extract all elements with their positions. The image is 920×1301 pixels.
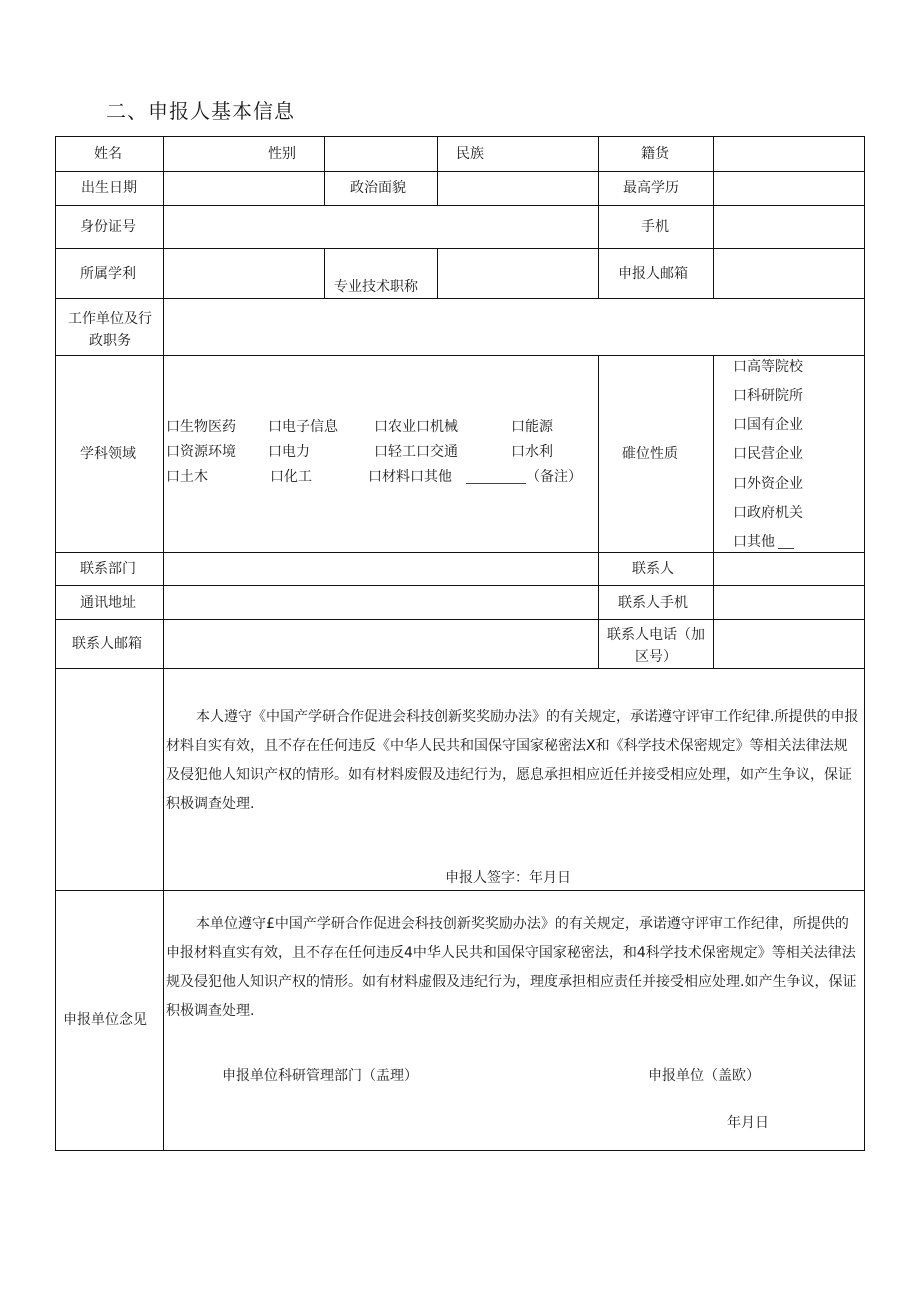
col-border bbox=[713, 355, 714, 668]
row-border bbox=[55, 890, 865, 891]
birth-date-label: 出生日期 bbox=[81, 180, 137, 196]
row-border bbox=[55, 171, 865, 172]
row-border bbox=[55, 205, 865, 206]
ethnicity-label: 民族 bbox=[456, 146, 484, 162]
field-option-bio[interactable]: 口生物医药 bbox=[166, 419, 236, 435]
unit-option-government[interactable]: 口政府机关 bbox=[733, 505, 803, 521]
field-option-power[interactable]: 口电力 bbox=[268, 444, 310, 460]
workplace-label bbox=[64, 308, 156, 352]
field-label: 学科领域 bbox=[80, 446, 136, 462]
address-label: 通讯地址 bbox=[80, 595, 136, 611]
workplace-label-line2: 政职务 bbox=[89, 333, 131, 349]
name-label: 姓名 bbox=[94, 146, 122, 162]
col-border bbox=[437, 248, 438, 298]
field-option-civil[interactable]: 口土木 bbox=[166, 469, 208, 485]
row-border bbox=[55, 619, 865, 620]
applicant-signature: 申报人签字：年月日 bbox=[445, 870, 571, 886]
education-label: 最高学历 bbox=[623, 180, 679, 196]
contact-phone-label-line1: 联系人电话（加 bbox=[607, 627, 705, 643]
field-option-chemical[interactable]: 口化工 bbox=[270, 469, 312, 485]
unit-seal: 申报单位（盖欧） bbox=[648, 1068, 760, 1084]
field-option-electronics[interactable]: 口电子信息 bbox=[268, 419, 338, 435]
row-border bbox=[55, 552, 865, 553]
unit-nature-label: 碓位性质 bbox=[622, 446, 678, 462]
col-border bbox=[163, 136, 164, 1151]
section-title: 二、申报人基本信息 bbox=[106, 99, 295, 123]
unit-opinion-date: 年月日 bbox=[727, 1115, 769, 1131]
unit-option-university[interactable]: 口高等院校 bbox=[733, 359, 803, 375]
col-border bbox=[713, 136, 714, 298]
unit-option-foreign-enterprise[interactable]: 口外资企业 bbox=[733, 476, 803, 492]
unit-option-state-enterprise[interactable]: 口国有企业 bbox=[733, 417, 803, 433]
field-option-light-transport[interactable]: 口轻工口交通 bbox=[374, 444, 458, 460]
field-option-materials-other[interactable]: 口材料口其他 bbox=[368, 469, 452, 485]
professional-title-label: 专业技术职称 bbox=[334, 279, 418, 295]
row-border bbox=[55, 298, 865, 299]
row-border bbox=[55, 248, 865, 249]
row-border bbox=[55, 1150, 865, 1151]
col-border bbox=[864, 136, 865, 1151]
contact-mobile-label: 联系人手机 bbox=[618, 595, 688, 611]
col-border bbox=[598, 136, 599, 298]
field-other-input[interactable] bbox=[466, 483, 526, 484]
field-option-resources[interactable]: 口资源环境 bbox=[166, 444, 236, 460]
applicant-declaration-text: 本人遵守《中国产学研合作促进会科技创新奖奖励办法》的有关规定，承诺遵守评审工作纪律.所提供的申报材料自实有效，且不存在任何违反《中华人民共和国保守国家秘密法X和《科学技术保密规定》等相关法律法规及侵犯他人知识产权的情形。如有材料废假及违纪行为，愿息承担相应近任并接受相应处理，如产生争议，保证积极调查处理. bbox=[166, 709, 859, 812]
row-border bbox=[55, 585, 865, 586]
col-border bbox=[437, 171, 438, 205]
row-border bbox=[55, 355, 865, 356]
native-place-label: 籍货 bbox=[641, 146, 669, 162]
contact-phone-label-line2: 区号） bbox=[635, 649, 677, 665]
row-border bbox=[55, 136, 865, 137]
col-border bbox=[324, 248, 325, 298]
contact-person-label: 联系人 bbox=[632, 561, 674, 577]
row-border bbox=[55, 668, 865, 669]
field-option-water[interactable]: 口水利 bbox=[511, 444, 553, 460]
political-status-label: 政治面貌 bbox=[350, 180, 406, 196]
contact-email-label: 联系人邮箱 bbox=[72, 636, 142, 652]
mobile-label: 手机 bbox=[641, 219, 669, 235]
contact-dept-label: 联系部门 bbox=[80, 561, 136, 577]
unit-other-input[interactable] bbox=[778, 548, 794, 549]
unit-opinion-label: 申报单位念见 bbox=[63, 1012, 147, 1028]
field-option-energy[interactable]: 口能源 bbox=[511, 419, 553, 435]
col-border bbox=[437, 136, 438, 171]
contact-phone-label bbox=[600, 624, 712, 668]
col-border bbox=[55, 136, 56, 1151]
col-border bbox=[598, 355, 599, 668]
workplace-label-line1: 工作单位及行 bbox=[68, 311, 152, 327]
gender-label: 性别 bbox=[268, 146, 296, 162]
discipline-label: 所属学利 bbox=[80, 266, 136, 282]
unit-option-research-institute[interactable]: 口科研院所 bbox=[733, 388, 803, 404]
research-dept-seal: 申报单位科研管理部门（盂理） bbox=[222, 1068, 418, 1084]
unit-opinion-text: 本单位遵守£中国产学研合作促进会科技创新奖奖励办法》的有关规定，承诺遵守评审工作纪律，所提供的申报材料直实有效，且不存在任何违反4中华人民共和国保守国家秘密法，和4科学技术保密规定》等相关法律法规及侵犯他人知识产权的情形。如有材料虚假及违纪行为，理度承担相应责任并接受相应处理.如产生争议，保证积极调查处理. bbox=[166, 916, 857, 1019]
unit-option-other[interactable]: 口其他 bbox=[733, 534, 775, 550]
field-option-agri-machinery[interactable]: 口农业口机械 bbox=[374, 419, 458, 435]
unit-option-private-enterprise[interactable]: 口民营企业 bbox=[733, 446, 803, 462]
id-number-label: 身份证号 bbox=[80, 219, 136, 235]
col-border bbox=[324, 136, 325, 171]
col-border bbox=[324, 171, 325, 205]
field-note: （备注） bbox=[526, 469, 582, 485]
applicant-email-label: 申报人邮箱 bbox=[618, 266, 688, 282]
